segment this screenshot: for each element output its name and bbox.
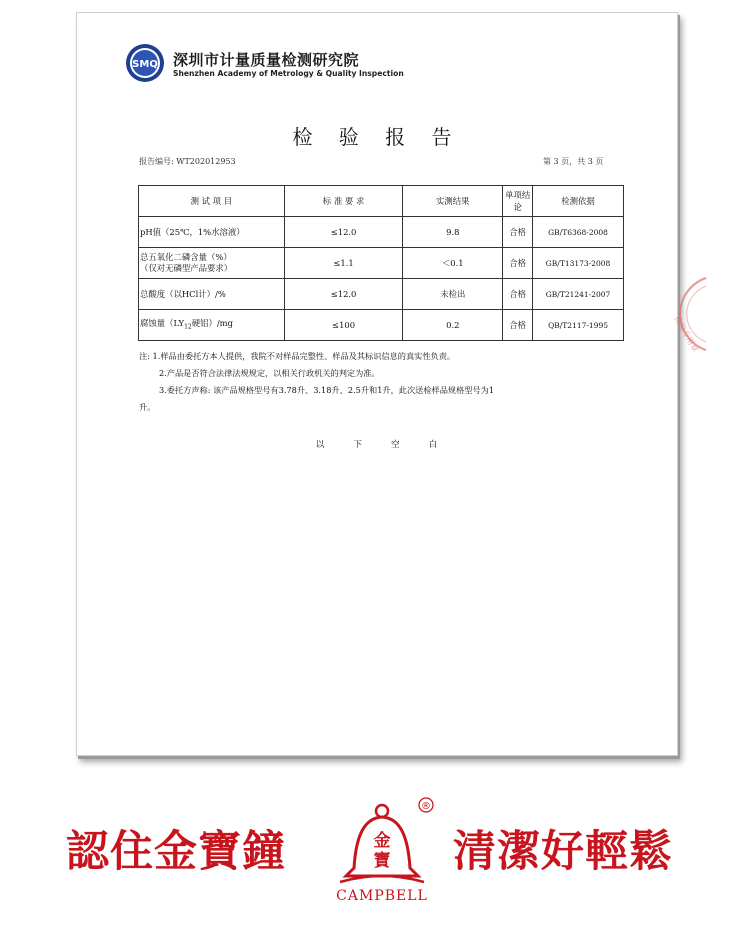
row-conclusion: 合格 [503, 310, 533, 341]
table-row [139, 279, 624, 310]
row-basis: GB/T6368-2008 [533, 217, 624, 248]
note-3: 3.委托方声称: 该产品规格型号有3.78升、3.18升、2.5升和1升，此次送检样品规格型号为1 [159, 385, 495, 395]
row-result: ＜0.1 [403, 248, 503, 279]
blank-below-marker [77, 438, 677, 450]
row-standard: ≤12.0 [284, 279, 403, 310]
page-number: 第 3 页，共 3 页 [543, 157, 604, 166]
row-item-sub: 12 [184, 323, 192, 331]
row-basis: QB/T2117-1995 [533, 310, 624, 341]
brand-text: CAMPBELL [336, 888, 428, 904]
report-paper [76, 12, 678, 756]
row-item [139, 310, 285, 341]
note-3-cont: 升。 [139, 402, 156, 412]
blank-char: 下 [353, 440, 363, 450]
row-item: 总酸度（以HCl计）/% [139, 279, 285, 310]
results-table [138, 185, 624, 341]
table-row [139, 248, 624, 279]
table-header-row [139, 186, 624, 217]
slogan-right: 清潔好輕鬆 [453, 827, 673, 877]
row-result: 9.8 [403, 217, 503, 248]
header-basis: 检测依据 [533, 186, 624, 217]
row-standard: ≤100 [284, 310, 403, 341]
org-name-cn: 深圳市计量质量检测研究院 [173, 51, 360, 69]
row-item: pH值（25℃，1%水溶液） [139, 217, 285, 248]
report-number: 报告编号: WT202012953 [139, 157, 236, 166]
header-conclusion: 单项结论 [503, 186, 533, 217]
bell-char-2: 寶 [373, 851, 391, 871]
table-row [139, 217, 624, 248]
row-conclusion: 合格 [503, 279, 533, 310]
header-result: 实测结果 [403, 186, 503, 217]
registered-mark: ® [421, 801, 431, 812]
row-basis: GB/T21241-2007 [533, 279, 624, 310]
row-result: 未检出 [403, 279, 503, 310]
report-title: 检 验 报 告 [292, 125, 462, 149]
row-item-tail: 硬铝）/mg [191, 317, 233, 328]
row-basis: GB/T13173-2008 [533, 248, 624, 279]
campbell-bell-logo-icon [320, 796, 446, 908]
note-2: 2.产品是否符合法律法规规定，以相关行政机关的判定为准。 [159, 368, 380, 378]
notes [139, 348, 619, 416]
slogan-left: 認住金寶鐘 [66, 827, 286, 877]
row-item-head: 腐蚀量（LY [140, 317, 185, 328]
org-name-en: Shenzhen Academy of Metrology & Quality Inspection [173, 69, 404, 78]
stamp-text: 检验专用章 [672, 314, 701, 354]
blank-char: 空 [391, 440, 401, 450]
row-item-line2: （仅对无磷型产品要求） [140, 263, 233, 273]
row-conclusion: 合格 [503, 248, 533, 279]
header-test-item: 测 试 项 目 [139, 186, 285, 217]
row-standard: ≤1.1 [284, 248, 403, 279]
header-standard: 标 准 要 求 [284, 186, 403, 217]
logo-text: SMQ [132, 59, 158, 70]
bell-char-1: 金 [373, 831, 391, 851]
row-item [139, 248, 285, 279]
row-item-line1: 总五氧化二磷含量（%） [140, 252, 232, 262]
blank-char: 以 [315, 440, 326, 450]
row-result: 0.2 [403, 310, 503, 341]
blank-char: 白 [428, 440, 439, 450]
red-stamp-icon [648, 272, 708, 356]
row-standard: ≤12.0 [284, 217, 403, 248]
smq-logo-icon [125, 43, 165, 83]
note-1: 注: 1.样品由委托方本人提供，我院不对样品完整性、样品及其标识信息的真实性负责。 [139, 351, 456, 361]
row-conclusion: 合格 [503, 217, 533, 248]
table-row [139, 310, 624, 341]
